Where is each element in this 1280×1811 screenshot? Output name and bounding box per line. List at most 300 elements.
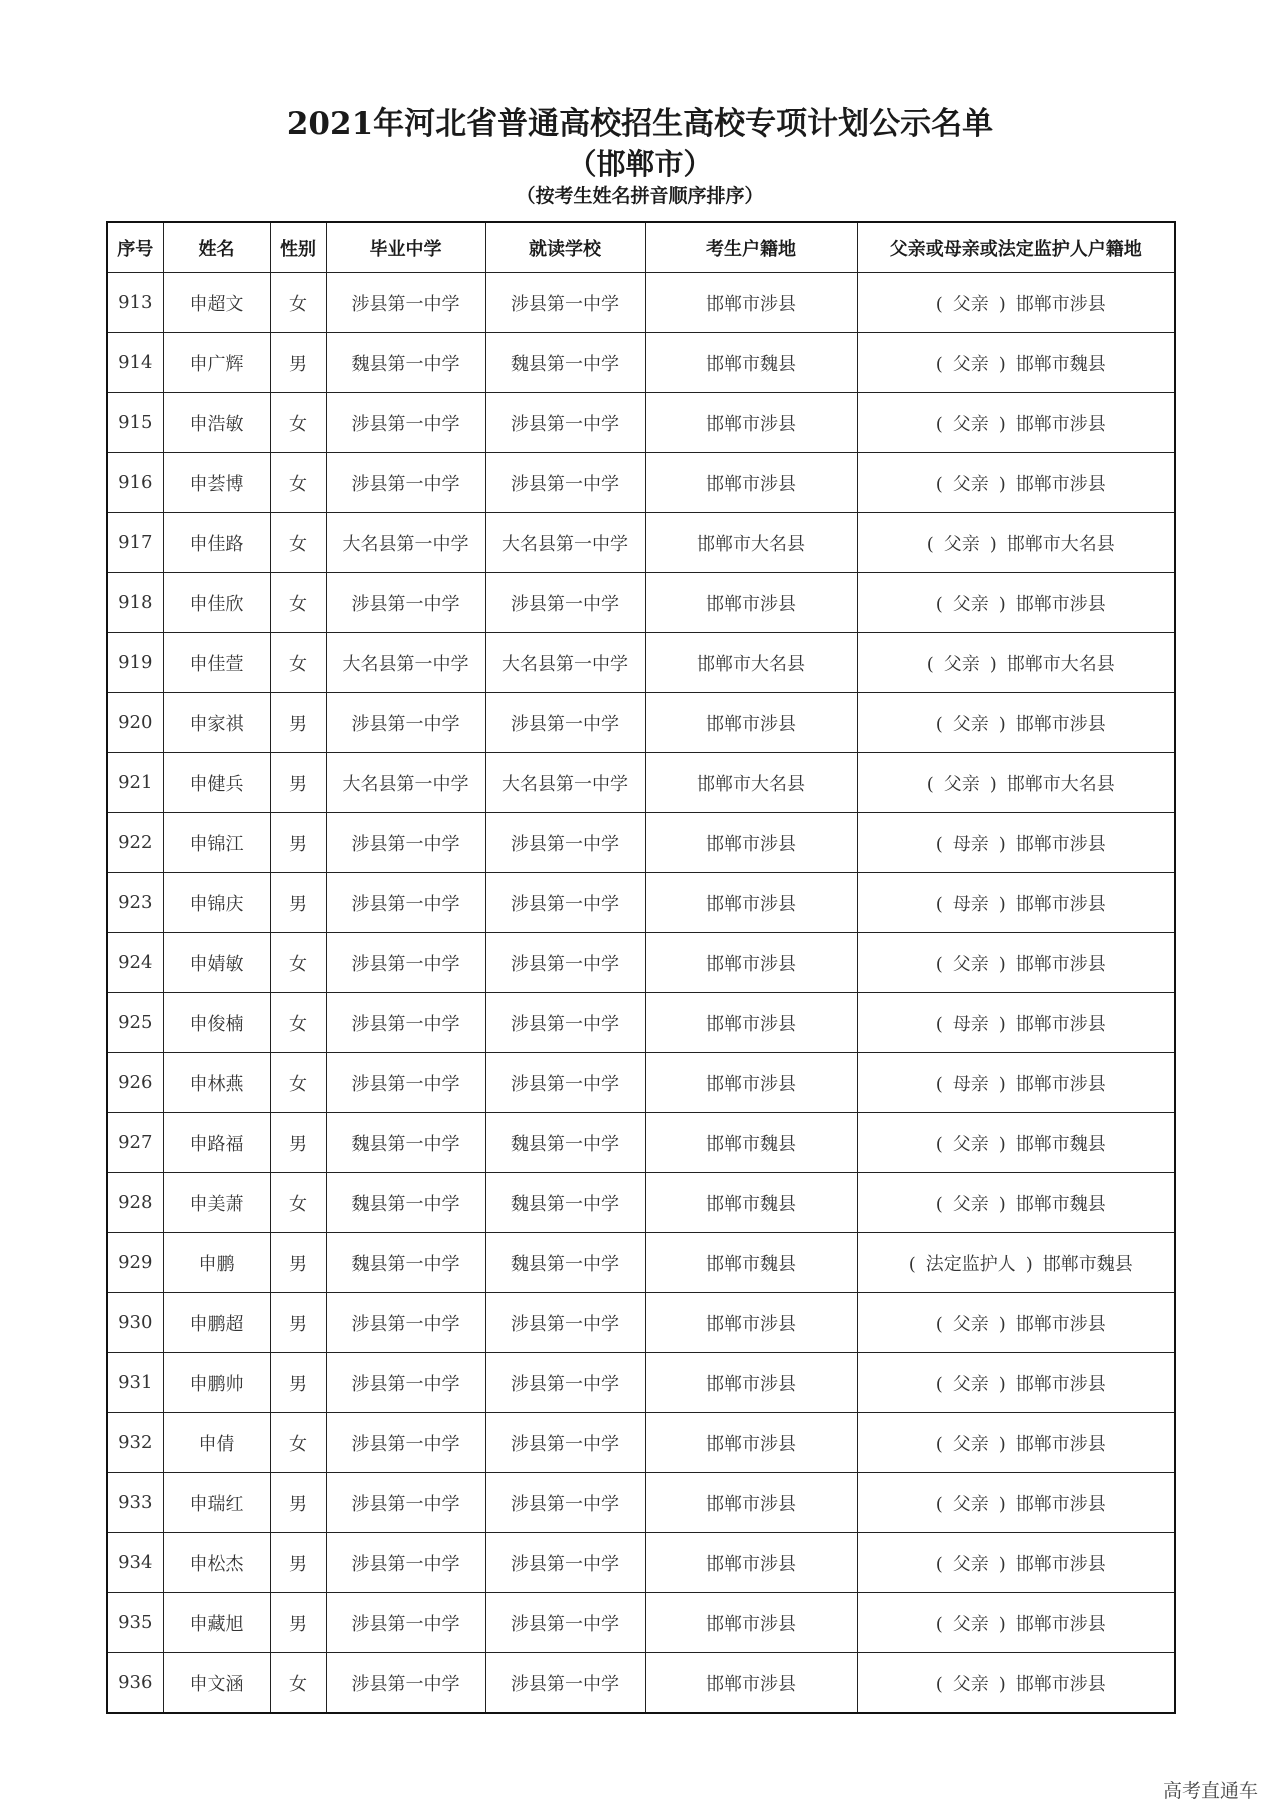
paren-close: ) [998,353,1006,375]
guardian-place: 邯郸市涉县 [1015,1553,1106,1575]
cell-no: 917 [107,513,163,573]
cell-current-school: 涉县第一中学 [485,1653,645,1714]
cell-no: 924 [107,933,163,993]
table-row [107,333,1175,393]
cell-hukou: 邯郸市涉县 [645,1413,857,1473]
paren-close: ) [989,653,997,675]
paren-close: ) [998,1013,1006,1035]
cell-grad-school: 涉县第一中学 [326,693,485,753]
cell-name: 申倩 [163,1413,270,1473]
table-row [107,933,1175,993]
cell-name: 申佳欣 [163,573,270,633]
cell-no: 920 [107,693,163,753]
paren-close: ) [998,1493,1006,1515]
guardian-relation: 母亲 [952,1013,989,1035]
cell-no: 933 [107,1473,163,1533]
cell-guardian-hukou [857,693,1175,753]
paren-close: ) [998,893,1006,915]
table-row [107,573,1175,633]
cell-name: 申佳路 [163,513,270,573]
table-row [107,993,1175,1053]
cell-name: 申婧敏 [163,933,270,993]
cell-grad-school: 涉县第一中学 [326,573,485,633]
cell-grad-school: 魏县第一中学 [326,333,485,393]
cell-sex: 女 [270,453,326,513]
cell-no: 931 [107,1353,163,1413]
cell-current-school: 涉县第一中学 [485,393,645,453]
cell-name: 申佳萱 [163,633,270,693]
cell-sex: 女 [270,933,326,993]
cell-name: 申俊楠 [163,993,270,1053]
cell-guardian-hukou [857,453,1175,513]
cell-name: 申荟博 [163,453,270,513]
cell-name: 申瑞红 [163,1473,270,1533]
paren-close: ) [998,473,1006,495]
cell-name: 申广辉 [163,333,270,393]
cell-sex: 男 [270,1353,326,1413]
paren-close: ) [998,1133,1006,1155]
guardian-relation: 父亲 [952,353,989,375]
guardian-place: 邯郸市涉县 [1015,593,1106,615]
cell-no: 929 [107,1233,163,1293]
paren-open: ( [935,1313,943,1335]
table-row [107,1413,1175,1473]
cell-hukou: 邯郸市魏县 [645,333,857,393]
cell-hukou: 邯郸市魏县 [645,1113,857,1173]
table-row [107,1293,1175,1353]
paren-open: ( [935,1433,943,1455]
roster-table [106,221,1176,1714]
cell-sex: 男 [270,753,326,813]
cell-no: 919 [107,633,163,693]
guardian-place: 邯郸市涉县 [1015,1013,1106,1035]
cell-hukou: 邯郸市涉县 [645,1293,857,1353]
cell-current-school: 涉县第一中学 [485,1473,645,1533]
cell-name: 申藏旭 [163,1593,270,1653]
cell-current-school: 魏县第一中学 [485,1113,645,1173]
table-row [107,1113,1175,1173]
cell-name: 申锦庆 [163,873,270,933]
cell-hukou: 邯郸市涉县 [645,693,857,753]
guardian-relation: 父亲 [952,293,989,315]
paren-open: ( [935,833,943,855]
cell-no: 934 [107,1533,163,1593]
paren-open: ( [935,473,943,495]
guardian-place: 邯郸市魏县 [1015,1133,1106,1155]
cell-hukou: 邯郸市涉县 [645,1593,857,1653]
cell-grad-school: 大名县第一中学 [326,753,485,813]
cell-hukou: 邯郸市涉县 [645,873,857,933]
cell-grad-school: 涉县第一中学 [326,1593,485,1653]
guardian-place: 邯郸市大名县 [1006,653,1115,675]
paren-close: ) [998,1613,1006,1635]
cell-current-school: 涉县第一中学 [485,1413,645,1473]
guardian-place: 邯郸市涉县 [1015,833,1106,855]
cell-name: 申超文 [163,273,270,333]
cell-grad-school: 魏县第一中学 [326,1233,485,1293]
cell-grad-school: 涉县第一中学 [326,1473,485,1533]
cell-name: 申锦江 [163,813,270,873]
paren-open: ( [935,353,943,375]
paren-open: ( [935,1553,943,1575]
cell-no: 915 [107,393,163,453]
cell-current-school: 涉县第一中学 [485,1533,645,1593]
cell-no: 923 [107,873,163,933]
guardian-relation: 父亲 [952,1313,989,1335]
cell-sex: 女 [270,1653,326,1714]
paren-open: ( [935,1493,943,1515]
guardian-relation: 父亲 [943,653,980,675]
paren-open: ( [926,773,934,795]
cell-grad-school: 涉县第一中学 [326,1533,485,1593]
cell-no: 932 [107,1413,163,1473]
guardian-place: 邯郸市涉县 [1015,1613,1106,1635]
cell-guardian-hukou [857,993,1175,1053]
cell-name: 申鹏超 [163,1293,270,1353]
guardian-place: 邯郸市魏县 [1015,353,1106,375]
cell-grad-school: 大名县第一中学 [326,633,485,693]
cell-sex: 男 [270,333,326,393]
cell-sex: 男 [270,1293,326,1353]
cell-grad-school: 涉县第一中学 [326,453,485,513]
cell-grad-school: 涉县第一中学 [326,873,485,933]
paren-close: ) [998,1553,1006,1575]
cell-grad-school: 涉县第一中学 [326,1353,485,1413]
cell-guardian-hukou [857,1053,1175,1113]
cell-grad-school: 涉县第一中学 [326,813,485,873]
cell-hukou: 邯郸市魏县 [645,1233,857,1293]
guardian-place: 邯郸市涉县 [1015,1373,1106,1395]
cell-hukou: 邯郸市涉县 [645,453,857,513]
cell-hukou: 邯郸市涉县 [645,273,857,333]
paren-close: ) [998,833,1006,855]
cell-no: 914 [107,333,163,393]
paren-open: ( [935,1013,943,1035]
cell-name: 申文涵 [163,1653,270,1714]
guardian-place: 邯郸市涉县 [1015,1493,1106,1515]
cell-hukou: 邯郸市涉县 [645,813,857,873]
guardian-place: 邯郸市涉县 [1015,1433,1106,1455]
paren-close: ) [989,773,997,795]
cell-grad-school: 涉县第一中学 [326,273,485,333]
cell-current-school: 涉县第一中学 [485,573,645,633]
cell-hukou: 邯郸市涉县 [645,933,857,993]
cell-sex: 男 [270,1473,326,1533]
paren-close: ) [998,1373,1006,1395]
cell-sex: 男 [270,1233,326,1293]
paren-close: ) [998,1313,1006,1335]
cell-sex: 男 [270,1533,326,1593]
col-header-guardian-hukou: 父亲或母亲或法定监护人户籍地 [857,222,1175,273]
guardian-relation: 母亲 [952,1073,989,1095]
cell-no: 935 [107,1593,163,1653]
cell-name: 申松杰 [163,1533,270,1593]
table-row [107,1053,1175,1113]
guardian-place: 邯郸市涉县 [1015,473,1106,495]
cell-no: 918 [107,573,163,633]
cell-grad-school: 涉县第一中学 [326,393,485,453]
guardian-relation: 法定监护人 [925,1253,1016,1275]
table-row [107,1533,1175,1593]
cell-no: 936 [107,1653,163,1714]
cell-guardian-hukou [857,1173,1175,1233]
paren-open: ( [935,593,943,615]
cell-name: 申浩敏 [163,393,270,453]
paren-open: ( [926,653,934,675]
paren-open: ( [926,533,934,555]
cell-hukou: 邯郸市魏县 [645,1173,857,1233]
table-row [107,453,1175,513]
col-header-current-school: 就读学校 [485,222,645,273]
paren-close: ) [989,533,997,555]
table-row [107,1173,1175,1233]
paren-open: ( [935,713,943,735]
cell-guardian-hukou [857,1233,1175,1293]
cell-sex: 男 [270,1593,326,1653]
cell-current-school: 魏县第一中学 [485,1233,645,1293]
table-row [107,813,1175,873]
paren-open: ( [935,293,943,315]
table-row [107,1653,1175,1714]
cell-sex: 女 [270,633,326,693]
paren-open: ( [935,1073,943,1095]
guardian-place: 邯郸市大名县 [1006,773,1115,795]
guardian-place: 邯郸市涉县 [1015,1313,1106,1335]
cell-current-school: 涉县第一中学 [485,873,645,933]
cell-sex: 女 [270,573,326,633]
guardian-relation: 父亲 [952,1133,989,1155]
cell-hukou: 邯郸市涉县 [645,573,857,633]
cell-current-school: 魏县第一中学 [485,1173,645,1233]
guardian-relation: 父亲 [952,1433,989,1455]
paren-open: ( [935,893,943,915]
cell-sex: 男 [270,873,326,933]
guardian-place: 邯郸市魏县 [1042,1253,1133,1275]
cell-no: 927 [107,1113,163,1173]
paren-open: ( [935,953,943,975]
cell-no: 930 [107,1293,163,1353]
guardian-relation: 父亲 [952,593,989,615]
sort-note: （按考生姓名拼音顺序排序） [516,185,764,207]
cell-grad-school: 涉县第一中学 [326,1653,485,1714]
cell-guardian-hukou [857,1473,1175,1533]
cell-guardian-hukou [857,1653,1175,1714]
cell-hukou: 邯郸市涉县 [645,1353,857,1413]
cell-no: 922 [107,813,163,873]
paren-close: ) [998,1193,1006,1215]
guardian-relation: 父亲 [952,1493,989,1515]
cell-current-school: 大名县第一中学 [485,753,645,813]
paren-open: ( [935,1673,943,1695]
cell-name: 申鹏帅 [163,1353,270,1413]
guardian-relation: 父亲 [952,1553,989,1575]
cell-no: 928 [107,1173,163,1233]
guardian-relation: 父亲 [952,953,989,975]
guardian-relation: 父亲 [952,1373,989,1395]
cell-sex: 男 [270,693,326,753]
paren-open: ( [935,413,943,435]
cell-hukou: 邯郸市涉县 [645,1053,857,1113]
cell-hukou: 邯郸市大名县 [645,633,857,693]
cell-grad-school: 魏县第一中学 [326,1173,485,1233]
guardian-relation: 父亲 [952,473,989,495]
cell-current-school: 涉县第一中学 [485,813,645,873]
cell-no: 926 [107,1053,163,1113]
cell-current-school: 大名县第一中学 [485,513,645,573]
cell-hukou: 邯郸市涉县 [645,1653,857,1714]
cell-grad-school: 魏县第一中学 [326,1113,485,1173]
guardian-relation: 父亲 [952,713,989,735]
guardian-relation: 父亲 [943,533,980,555]
paren-close: ) [998,293,1006,315]
guardian-place: 邯郸市涉县 [1015,953,1106,975]
header-row [107,222,1175,273]
cell-current-school: 涉县第一中学 [485,1353,645,1413]
table-row [107,1233,1175,1293]
table-row [107,753,1175,813]
cell-grad-school: 涉县第一中学 [326,1413,485,1473]
cell-name: 申美萧 [163,1173,270,1233]
cell-hukou: 邯郸市涉县 [645,993,857,1053]
guardian-place: 邯郸市涉县 [1015,413,1106,435]
roster-body [107,273,1175,1714]
cell-sex: 男 [270,813,326,873]
guardian-relation: 母亲 [952,893,989,915]
guardian-place: 邯郸市涉县 [1015,1673,1106,1695]
table-row [107,873,1175,933]
cell-guardian-hukou [857,933,1175,993]
cell-name: 申林燕 [163,1053,270,1113]
cell-no: 913 [107,273,163,333]
cell-sex: 女 [270,393,326,453]
table-row [107,393,1175,453]
paren-close: ) [1025,1253,1033,1275]
cell-current-school: 涉县第一中学 [485,453,645,513]
cell-no: 916 [107,453,163,513]
page-subtitle: （邯郸市） [567,147,713,181]
guardian-place: 邯郸市魏县 [1015,1193,1106,1215]
table-row [107,693,1175,753]
cell-guardian-hukou [857,393,1175,453]
cell-name: 申健兵 [163,753,270,813]
cell-current-school: 涉县第一中学 [485,1293,645,1353]
paren-close: ) [998,413,1006,435]
paren-close: ) [998,1073,1006,1095]
cell-grad-school: 涉县第一中学 [326,1053,485,1113]
cell-sex: 女 [270,1053,326,1113]
col-header-hukou: 考生户籍地 [645,222,857,273]
paren-close: ) [998,1433,1006,1455]
paren-open: ( [935,1193,943,1215]
cell-guardian-hukou [857,753,1175,813]
cell-sex: 女 [270,1173,326,1233]
cell-current-school: 涉县第一中学 [485,1053,645,1113]
paren-close: ) [998,1673,1006,1695]
cell-sex: 女 [270,993,326,1053]
cell-current-school: 涉县第一中学 [485,1593,645,1653]
guardian-place: 邯郸市涉县 [1015,713,1106,735]
cell-current-school: 大名县第一中学 [485,633,645,693]
cell-current-school: 涉县第一中学 [485,933,645,993]
cell-guardian-hukou [857,573,1175,633]
paren-open: ( [935,1373,943,1395]
guardian-place: 邯郸市涉县 [1015,1073,1106,1095]
cell-guardian-hukou [857,1293,1175,1353]
guardian-relation: 父亲 [952,1193,989,1215]
table-row [107,1593,1175,1653]
cell-name: 申鹏 [163,1233,270,1293]
watermark-text: 高考直通车 [1162,1780,1258,1802]
paren-close: ) [998,593,1006,615]
cell-sex: 女 [270,273,326,333]
paren-open: ( [935,1133,943,1155]
cell-current-school: 涉县第一中学 [485,993,645,1053]
cell-guardian-hukou [857,1593,1175,1653]
table-row [107,273,1175,333]
table-row [107,1473,1175,1533]
guardian-place: 邯郸市涉县 [1015,893,1106,915]
guardian-relation: 父亲 [952,413,989,435]
cell-guardian-hukou [857,513,1175,573]
cell-sex: 女 [270,1413,326,1473]
guardian-relation: 父亲 [952,1613,989,1635]
cell-hukou: 邯郸市大名县 [645,753,857,813]
cell-no: 925 [107,993,163,1053]
cell-grad-school: 大名县第一中学 [326,513,485,573]
cell-sex: 男 [270,1113,326,1173]
paren-open: ( [908,1253,916,1275]
col-header-no: 序号 [107,222,163,273]
guardian-relation: 母亲 [952,833,989,855]
col-header-name: 姓名 [163,222,270,273]
page-title: 2021年河北省普通高校招生高校专项计划公示名单 [286,106,994,142]
guardian-place: 邯郸市大名县 [1006,533,1115,555]
cell-guardian-hukou [857,1353,1175,1413]
cell-sex: 女 [270,513,326,573]
cell-current-school: 涉县第一中学 [485,693,645,753]
paren-open: ( [935,1613,943,1635]
cell-name: 申路福 [163,1113,270,1173]
cell-guardian-hukou [857,333,1175,393]
paren-close: ) [998,713,1006,735]
table-row [107,513,1175,573]
cell-guardian-hukou [857,1413,1175,1473]
cell-hukou: 邯郸市涉县 [645,393,857,453]
guardian-relation: 父亲 [943,773,980,795]
paren-close: ) [998,953,1006,975]
cell-grad-school: 涉县第一中学 [326,1293,485,1353]
cell-hukou: 邯郸市涉县 [645,1473,857,1533]
cell-grad-school: 涉县第一中学 [326,933,485,993]
cell-guardian-hukou [857,1533,1175,1593]
col-header-grad-school: 毕业中学 [326,222,485,273]
cell-grad-school: 涉县第一中学 [326,993,485,1053]
col-header-sex: 性别 [270,222,326,273]
cell-hukou: 邯郸市涉县 [645,1533,857,1593]
table-row [107,1353,1175,1413]
cell-guardian-hukou [857,873,1175,933]
cell-guardian-hukou [857,633,1175,693]
table-row [107,633,1175,693]
cell-no: 921 [107,753,163,813]
cell-guardian-hukou [857,273,1175,333]
cell-guardian-hukou [857,1113,1175,1173]
guardian-relation: 父亲 [952,1673,989,1695]
cell-hukou: 邯郸市大名县 [645,513,857,573]
cell-name: 申家祺 [163,693,270,753]
cell-current-school: 魏县第一中学 [485,333,645,393]
cell-current-school: 涉县第一中学 [485,273,645,333]
